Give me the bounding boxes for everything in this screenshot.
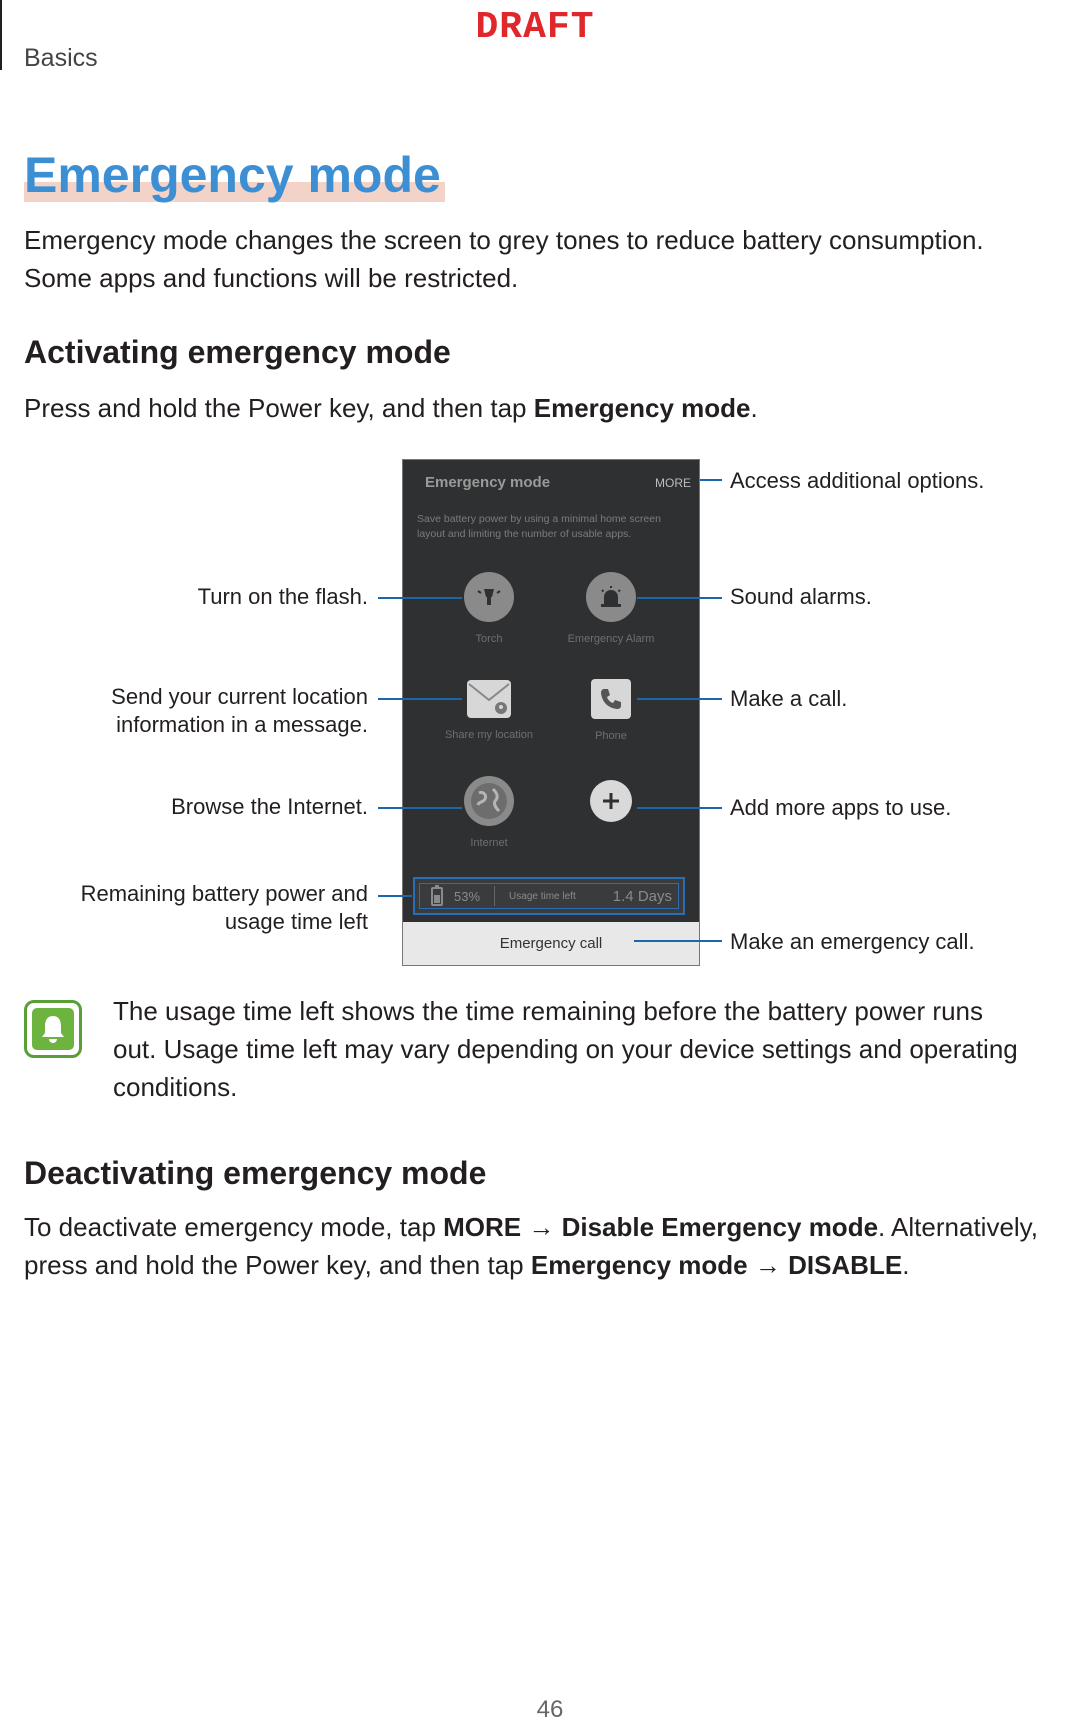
callout-location: Send your current location information in a message. (111, 684, 368, 737)
callout-battery: Remaining battery power and usage time left (80, 881, 368, 934)
deactivating-arrow-1: → (521, 1212, 562, 1242)
deactivating-emergency-mode: Emergency mode (530, 1250, 748, 1280)
callout-line-battery (378, 895, 412, 897)
callout-call: Make a call. (730, 686, 848, 711)
section-label: Basics (24, 44, 98, 72)
draft-watermark: DRAFT (475, 6, 595, 49)
app-add[interactable] (551, 776, 671, 822)
activating-heading: Activating emergency mode (24, 334, 451, 370)
callout-line-call (637, 698, 722, 700)
callout-line-more (700, 479, 722, 481)
bell-icon (32, 1008, 74, 1050)
callout-line-add (637, 807, 722, 809)
deactivating-text-1: To deactivate emergency mode, tap (24, 1212, 444, 1242)
deactivating-arrow-2: → (747, 1250, 789, 1280)
alarm-icon (586, 572, 636, 622)
app-torch[interactable] (429, 572, 549, 647)
app-label-phone: Phone (595, 730, 627, 742)
page-title (24, 146, 441, 204)
more-button[interactable]: MORE (655, 476, 691, 490)
app-phone[interactable] (551, 674, 671, 744)
app-label-internet: Internet (470, 837, 508, 849)
app-label-location: Share my location (444, 729, 534, 741)
callout-add-apps: Add more apps to use. (730, 795, 952, 820)
battery-separator (494, 886, 495, 906)
location-message-icon (467, 680, 511, 718)
usage-label: Usage time left (509, 890, 576, 902)
battery-percent: 53% (454, 888, 481, 904)
app-emergency-alarm[interactable] (551, 572, 671, 647)
usage-value: 1.4 Days (612, 887, 672, 905)
callout-line-flash (378, 597, 462, 599)
callout-alarm: Sound alarms. (730, 584, 872, 609)
app-share-location[interactable] (429, 674, 549, 743)
callout-line-alarm (637, 597, 722, 599)
torch-icon (464, 572, 514, 622)
callout-line-location (378, 698, 462, 700)
add-icon (590, 780, 632, 822)
deactivating-disable: DISABLE (788, 1250, 903, 1280)
deactivating-text-3: . (902, 1250, 910, 1280)
page-title-text: Emergency mode (24, 147, 441, 203)
deactivating-paragraph (24, 1208, 1070, 1284)
emergency-call-button[interactable]: Emergency call (403, 922, 699, 965)
battery-icon (428, 885, 446, 907)
callout-line-emergency-call (634, 940, 722, 942)
battery-usage-bar (413, 877, 685, 915)
callout-flash: Turn on the flash. (197, 584, 368, 609)
activating-paragraph (24, 389, 1054, 427)
note-box (24, 1000, 82, 1058)
phone-screenshot (402, 459, 700, 966)
activating-end: . (750, 393, 758, 423)
callout-internet: Browse the Internet. (171, 794, 368, 819)
app-label-alarm: Emergency Alarm (567, 633, 655, 645)
page-title-wrap (24, 146, 441, 204)
activating-text: Press and hold the Power key, and then tap (24, 393, 534, 423)
callout-emergency-call: Make an emergency call. (730, 929, 975, 954)
deactivating-disable-mode: Disable Emergency mode (561, 1212, 879, 1242)
app-label-torch: Torch (475, 633, 503, 645)
callout-line-internet (378, 807, 462, 809)
app-internet[interactable] (429, 776, 549, 851)
callout-more-options: Access additional options. (730, 468, 985, 493)
phone-icon (591, 679, 631, 719)
phone-title: Emergency mode (425, 474, 551, 491)
activating-bold: Emergency mode (533, 393, 751, 423)
intro-paragraph: Emergency mode changes the screen to grey tones to reduce battery consumption. Some apps and functions will be restricted. (24, 225, 984, 293)
deactivating-text-2: . Alternatively, press and hold the Power key, and then tap (24, 1212, 1038, 1280)
battery-usage-inner (419, 883, 679, 909)
globe-icon (464, 776, 514, 826)
page-number: 46 (536, 1696, 564, 1723)
deactivating-heading: Deactivating emergency mode (24, 1155, 487, 1191)
deactivating-more: MORE (443, 1212, 522, 1242)
note-text: The usage time left shows the time remaining before the battery power runs out. Usage time left may vary depending on your device settings and operating conditions. (113, 996, 1018, 1102)
phone-description: Save battery power by using a minimal home screen layout and limiting the number of usable apps. (417, 513, 661, 540)
